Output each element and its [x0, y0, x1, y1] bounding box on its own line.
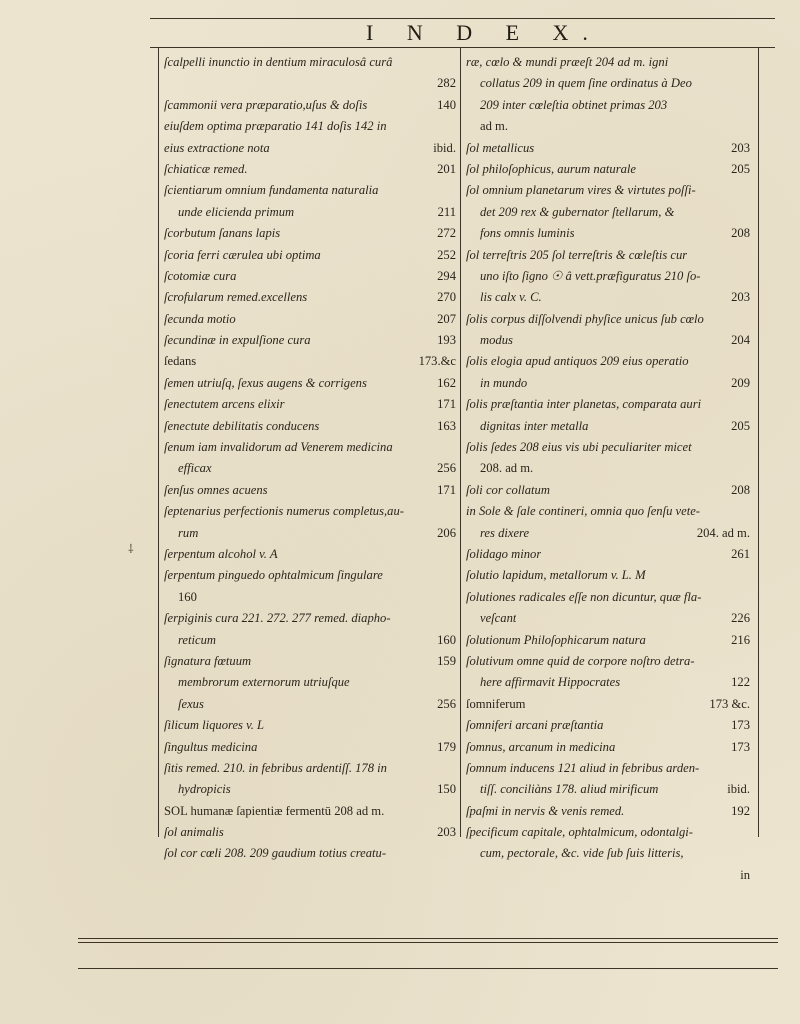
entry-page: 203	[731, 140, 750, 155]
right-entry	[466, 159, 750, 180]
entry-text: ſcalpelli inunctio in dentium miraculosâ curâ	[164, 55, 393, 69]
entry-page: 173.&c	[418, 354, 456, 369]
entry-text: rum	[178, 525, 199, 540]
entry-text: res dixere	[480, 525, 530, 540]
right-column	[466, 52, 750, 886]
left-entry	[164, 651, 456, 672]
right-entry	[466, 801, 750, 822]
entry-text: det 209 rex & gubernator ſtellarum, &	[480, 204, 675, 219]
entry-page: 201	[437, 161, 456, 176]
entry-text: ſol animalis	[164, 825, 224, 840]
entry-text: modus	[480, 333, 513, 348]
entry-text: ſolutionum Philoſophicarum natura	[466, 632, 646, 647]
entry-page: 256	[437, 696, 456, 711]
entry-text: ſol terreſtris 205 ſol terreſtris & cœleſtis cur	[466, 247, 688, 262]
entry-text: ſolis corpus diſſolvendi phyſice unicus ſub cœlo	[466, 311, 704, 326]
right-entry	[466, 116, 750, 137]
left-entry	[164, 801, 456, 822]
entry-page: 140	[437, 97, 456, 112]
left-entry	[164, 330, 456, 351]
entry-page: 203	[731, 290, 750, 305]
entry-text: ſcorbutum ſanans lapis	[164, 226, 281, 241]
bottom-rule-1	[78, 938, 778, 939]
right-entry	[466, 202, 750, 223]
entry-page: 205	[731, 161, 750, 176]
left-entry	[164, 587, 456, 608]
left-column	[164, 52, 456, 865]
left-entry	[164, 737, 456, 758]
entry-text: ſolutiones radicales eſſe non dicuntur, quæ fla-	[466, 589, 702, 604]
entry-page: 204. ad m.	[696, 525, 750, 540]
entry-text: ſerpentum alcohol v. A	[164, 546, 278, 561]
left-entry	[164, 245, 456, 266]
entry-text: ſpaſmi in nervis & venis remed.	[466, 803, 625, 818]
right-entry	[466, 758, 750, 779]
entry-text: 208. ad m.	[480, 461, 534, 476]
entry-text: ſolidago minor	[466, 546, 542, 561]
entry-text: hydropicis	[178, 782, 231, 797]
entry-text: ſcoria ferri cærulea ubi optima	[164, 247, 321, 262]
right-entry	[466, 779, 750, 800]
entry-text: ſolutivum omne quid de corpore noſtro detra-	[466, 653, 695, 668]
entry-text: ſecundinæ in expulſione cura	[164, 333, 311, 348]
entry-text: unde elicienda primum	[178, 204, 295, 219]
entry-page: 203	[437, 825, 456, 840]
left-entry	[164, 116, 456, 137]
left-entry	[164, 373, 456, 394]
entry-page: 226	[731, 611, 750, 626]
right-entry	[466, 223, 750, 244]
entry-text: ſignatura fœtuum	[164, 653, 252, 668]
entry-text: eius extractione nota	[164, 140, 270, 155]
entry-text: ſolis elogia apud antiquos 209 eius operatio	[466, 354, 689, 369]
entry-text: uno iſto ſigno ☉ â vett.præfiguratus 210 ſo-	[480, 268, 701, 283]
left-entry	[164, 523, 456, 544]
entry-text: in Sole & ſale contineri, omnia quo ſenſu vete-	[466, 504, 700, 519]
page-title: I N D E X.	[366, 20, 602, 45]
entry-text: ſoli cor collatum	[466, 482, 550, 497]
right-entry	[466, 458, 750, 479]
entry-text: 209 inter cœleſtia obtinet primas 203	[480, 97, 668, 112]
left-entry	[164, 73, 456, 94]
entry-page: 204	[731, 333, 750, 348]
entry-text: ſingultus medicina	[164, 739, 258, 754]
entry-page: 256	[437, 461, 456, 476]
right-entry	[466, 437, 750, 458]
entry-page: 160	[437, 632, 456, 647]
entry-page: 173	[731, 718, 750, 733]
entry-text: in mundo	[480, 375, 528, 390]
entry-page: 150	[437, 782, 456, 797]
right-entry	[466, 651, 750, 672]
left-entry	[164, 480, 456, 501]
entry-text: membrorum externorum utriuſque	[178, 675, 350, 690]
entry-page: 207	[437, 311, 456, 326]
right-entry	[466, 138, 750, 159]
left-entry	[164, 416, 456, 437]
entry-text: ſol cor cœli 208. 209 gaudium totius creatu-	[164, 846, 387, 861]
entry-text: ſitis remed. 210. in febribus ardentiſſ. 178 in	[164, 760, 387, 775]
entry-text: tiſſ. conciliàns 178. aliud mirificum	[480, 782, 659, 797]
entry-text: 160	[178, 589, 197, 604]
left-entry	[164, 309, 456, 330]
entry-page: 192	[731, 803, 750, 818]
left-entry	[164, 394, 456, 415]
left-entry	[164, 501, 456, 522]
left-entry	[164, 672, 456, 693]
entry-page: 252	[437, 247, 456, 262]
left-entry	[164, 608, 456, 629]
entry-page: ibid.	[727, 782, 750, 797]
left-entry	[164, 95, 456, 116]
left-entry	[164, 159, 456, 180]
entry-text: ſecunda motio	[164, 311, 236, 326]
entry-page: 261	[731, 546, 750, 561]
entry-text: ſenectutem arcens elixir	[164, 397, 285, 412]
entry-text: ſol metallicus	[466, 140, 535, 155]
left-entry	[164, 544, 456, 565]
left-entry	[164, 458, 456, 479]
entry-page: 159	[437, 653, 456, 668]
right-entry	[466, 715, 750, 736]
entry-text: ſol philoſophicus, aurum naturale	[466, 161, 637, 176]
left-entry	[164, 843, 456, 864]
entry-page: 208	[731, 482, 750, 497]
entry-page: 282	[437, 76, 456, 91]
bottom-rule-3	[78, 968, 778, 969]
right-margin-rule	[758, 47, 759, 837]
right-entry	[466, 694, 750, 715]
right-entry	[466, 630, 750, 651]
entry-page: in	[740, 867, 750, 882]
right-entry	[466, 95, 750, 116]
left-entry	[164, 779, 456, 800]
column-divider	[460, 47, 461, 837]
entry-text: ſeptenarius perfectionis numerus completus,au-	[164, 504, 404, 519]
entry-page: 171	[437, 397, 456, 412]
right-entry	[466, 544, 750, 565]
entry-page: 163	[437, 418, 456, 433]
entry-text: ſenſus omnes acuens	[164, 482, 268, 497]
entry-text: SOL humanæ ſapientiæ fermentū 208 ad m.	[164, 803, 385, 818]
left-entry	[164, 266, 456, 287]
entry-page: 205	[731, 418, 750, 433]
right-entry	[466, 843, 750, 864]
right-entry	[466, 865, 750, 886]
left-entry	[164, 715, 456, 736]
right-entry	[466, 822, 750, 843]
entry-text: ſcrofularum remed.excellens	[164, 290, 308, 305]
entry-text: ſemen utriuſq, ſexus augens & corrigens	[164, 375, 367, 390]
right-entry	[466, 266, 750, 287]
entry-text: lis calx v. C.	[480, 290, 542, 305]
entry-text: collatus 209 in quem ſine ordinatus à Deo	[480, 76, 692, 91]
entry-text: ſenum iam invalidorum ad Venerem medicina	[164, 440, 393, 455]
margin-mark: ⸸	[128, 542, 134, 556]
right-entry	[466, 180, 750, 201]
right-entry	[466, 523, 750, 544]
entry-page: ibid.	[433, 140, 456, 155]
entry-page: 173 &c.	[709, 696, 750, 711]
entry-text: ſolis ſedes 208 eius vis ubi peculiariter micet	[466, 440, 692, 455]
left-entry	[164, 52, 456, 73]
entry-text: ſerpiginis cura 221. 272. 277 remed. diapho-	[164, 611, 391, 626]
entry-text: eiuſdem optima præparatio 141 doſis 142 in	[164, 119, 387, 134]
entry-text: ſcotomiæ cura	[164, 268, 237, 283]
right-entry	[466, 737, 750, 758]
left-entry	[164, 287, 456, 308]
right-entry	[466, 52, 750, 73]
header-rule-top	[150, 18, 775, 19]
left-entry	[164, 565, 456, 586]
right-entry	[466, 416, 750, 437]
entry-text: ſchiaticæ remed.	[164, 161, 248, 176]
entry-text: ſolis præſtantia inter planetas, comparata auri	[466, 397, 702, 412]
entry-text: ſcammonii vera præparatio,uſus & doſis	[164, 97, 368, 112]
right-entry	[466, 501, 750, 522]
entry-text: ſomniferi arcani præſtantia	[466, 718, 604, 733]
right-entry	[466, 480, 750, 501]
entry-text: ſomniferum	[466, 696, 526, 711]
entry-text: efficax	[178, 461, 212, 476]
right-entry	[466, 351, 750, 372]
entry-page: 209	[731, 375, 750, 390]
entry-page: 216	[731, 632, 750, 647]
entry-text: ſexus	[178, 696, 204, 711]
entry-text: ſomnum inducens 121 aliud in febribus arden-	[466, 760, 700, 775]
entry-text: ſenectute debilitatis conducens	[164, 418, 320, 433]
left-entry	[164, 202, 456, 223]
left-entry	[164, 223, 456, 244]
entry-page: 193	[437, 333, 456, 348]
left-entry	[164, 758, 456, 779]
entry-page: 294	[437, 268, 456, 283]
entry-text: ræ, cœlo & mundi præeſt 204 ad m. igni	[466, 55, 669, 69]
entry-text: fons omnis luminis	[480, 226, 575, 241]
right-entry	[466, 565, 750, 586]
entry-page: 179	[437, 739, 456, 754]
bottom-rule-2	[78, 942, 778, 943]
right-entry	[466, 309, 750, 330]
right-entry	[466, 608, 750, 629]
left-margin-rule	[158, 47, 159, 837]
entry-text: veſcant	[480, 611, 517, 626]
right-entry	[466, 330, 750, 351]
entry-text: ad m.	[480, 119, 508, 134]
entry-page: 171	[437, 482, 456, 497]
header-rule-bottom	[150, 47, 775, 48]
right-entry	[466, 373, 750, 394]
right-entry	[466, 245, 750, 266]
entry-text: here affirmavit Hippocrates	[480, 675, 621, 690]
entry-text: ſol omnium planetarum vires & virtutes poſſi-	[466, 183, 696, 198]
entry-page: 272	[437, 226, 456, 241]
right-entry	[466, 394, 750, 415]
entry-page: 122	[731, 675, 750, 690]
entry-page: 173	[731, 739, 750, 754]
entry-text: ſerpentum pinguedo ophtalmicum ſingulare	[164, 568, 383, 583]
left-entry	[164, 822, 456, 843]
left-entry	[164, 694, 456, 715]
entry-page: 208	[731, 226, 750, 241]
right-entry	[466, 73, 750, 94]
right-entry	[466, 672, 750, 693]
entry-page: 206	[437, 525, 456, 540]
entry-text: cum, pectorale, &c. vide ſub ſuis litteris,	[480, 846, 684, 861]
left-entry	[164, 437, 456, 458]
left-entry	[164, 630, 456, 651]
entry-text: ſedans	[164, 354, 197, 369]
entry-page: 211	[437, 204, 456, 219]
entry-text: ſcientiarum omnium fundamenta naturalia	[164, 183, 379, 198]
entry-text: reticum	[178, 632, 217, 647]
entry-page: 162	[437, 375, 456, 390]
right-entry	[466, 287, 750, 308]
entry-text: ſpecificum capitale, ophtalmicum, odontalgi-	[466, 825, 693, 840]
entry-text: ſomnus, arcanum in medicina	[466, 739, 616, 754]
left-entry	[164, 180, 456, 201]
entry-text: ſolutio lapidum, metallorum v. L. M	[466, 568, 646, 583]
right-entry	[466, 587, 750, 608]
left-entry	[164, 351, 456, 372]
entry-text: ſilicum liquores v. L	[164, 718, 265, 733]
left-entry	[164, 138, 456, 159]
entry-text: dignitas inter metalla	[480, 418, 589, 433]
entry-page: 270	[437, 290, 456, 305]
